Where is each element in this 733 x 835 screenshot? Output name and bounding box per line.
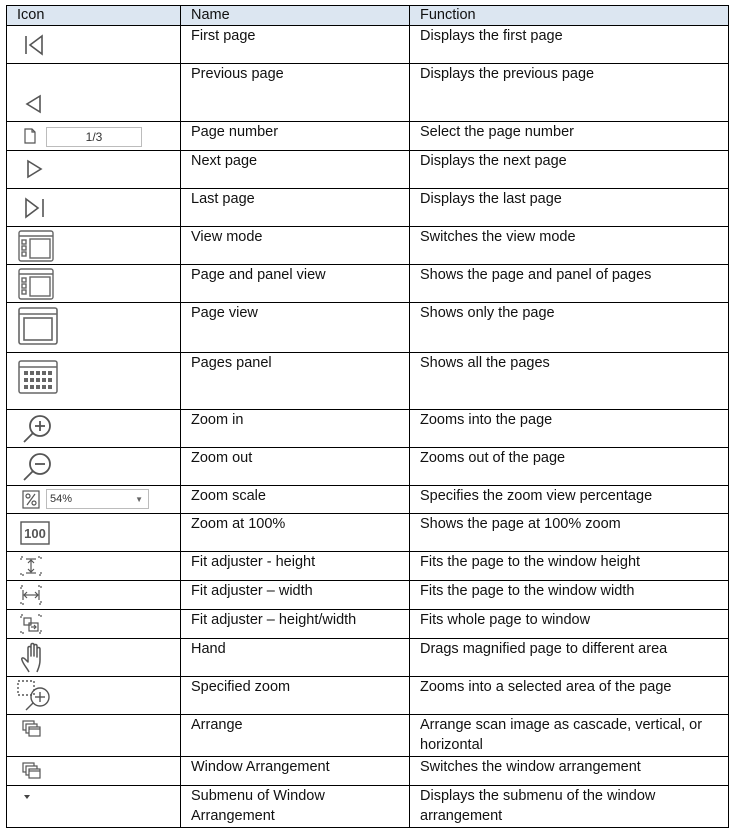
table-row: [7, 303, 729, 353]
table-row: [7, 715, 729, 757]
next-page-icon: [22, 157, 46, 181]
row-function: Zooms into the page: [410, 410, 729, 448]
row-function: Arrange scan image as cascade, vertical, or horizontal: [410, 715, 729, 757]
arrange-icon: [22, 720, 42, 738]
last-page-icon: [22, 196, 48, 220]
table-row: [7, 189, 729, 227]
first-page-icon: [22, 33, 46, 57]
row-function: Fits the page to the window height: [410, 552, 729, 581]
table-row: [7, 151, 729, 189]
fit-height-width-icon: [20, 614, 42, 634]
table-row: [7, 486, 729, 514]
row-name: Last page: [181, 189, 410, 227]
table-row: [7, 786, 729, 828]
table-row: [7, 581, 729, 610]
row-name: Previous page: [181, 64, 410, 122]
header-icon: Icon: [7, 6, 181, 26]
row-name: Page view: [181, 303, 410, 353]
fit-width-icon: [20, 585, 42, 605]
icon-reference-table: [6, 5, 729, 828]
table-row: [7, 26, 729, 64]
zoom-out-icon: [21, 451, 53, 483]
table-row: [7, 514, 729, 552]
hand-icon: [19, 642, 53, 674]
row-function: Shows only the page: [410, 303, 729, 353]
table-row: [7, 265, 729, 303]
row-name: Specified zoom: [181, 677, 410, 715]
table-row: [7, 122, 729, 151]
row-name: Zoom scale: [181, 486, 410, 514]
row-name: Next page: [181, 151, 410, 189]
row-function: Displays the first page: [410, 26, 729, 64]
table-row: [7, 448, 729, 486]
row-name: Page number: [181, 122, 410, 151]
row-name: Pages panel: [181, 353, 410, 410]
chevron-down-icon[interactable]: ▼: [135, 495, 143, 504]
row-function: Displays the submenu of the window arrangement: [410, 786, 729, 828]
header-function: Function: [410, 6, 729, 26]
table-row: [7, 639, 729, 677]
row-function: Displays the next page: [410, 151, 729, 189]
row-function: Shows the page and panel of pages: [410, 265, 729, 303]
submenu-arrow-icon: [22, 794, 32, 800]
row-function: Displays the previous page: [410, 64, 729, 122]
table-row: [7, 410, 729, 448]
row-function: Fits the page to the window width: [410, 581, 729, 610]
table-row: [7, 64, 729, 122]
fit-height-icon: [20, 556, 42, 576]
row-function: Switches the window arrangement: [410, 757, 729, 786]
row-name: Arrange: [181, 715, 410, 757]
table-row: [7, 610, 729, 639]
table-row: [7, 353, 729, 410]
table-row: [7, 757, 729, 786]
table-row: [7, 552, 729, 581]
row-function: Switches the view mode: [410, 227, 729, 265]
row-name: Zoom out: [181, 448, 410, 486]
table-row: [7, 677, 729, 715]
row-name: Fit adjuster – width: [181, 581, 410, 610]
row-name: Zoom in: [181, 410, 410, 448]
zoom-in-icon: [21, 413, 53, 445]
page-view-icon: [18, 307, 58, 345]
page-number-icon: [23, 128, 37, 144]
previous-page-icon: [22, 92, 46, 116]
table-row: [7, 227, 729, 265]
row-function: Select the page number: [410, 122, 729, 151]
page-number-field[interactable]: 1/3: [46, 127, 142, 147]
row-name: View mode: [181, 227, 410, 265]
row-function: Zooms out of the page: [410, 448, 729, 486]
pages-panel-icon: [18, 360, 58, 394]
row-function: Shows all the pages: [410, 353, 729, 410]
window-arrangement-icon: [22, 762, 42, 780]
zoom-100-icon: [20, 521, 50, 545]
row-name: Fit adjuster - height: [181, 552, 410, 581]
header-row: [7, 6, 729, 26]
row-name: Page and panel view: [181, 265, 410, 303]
row-name: Window Arrangement: [181, 757, 410, 786]
row-function: Fits whole page to window: [410, 610, 729, 639]
row-name: Hand: [181, 639, 410, 677]
header-name: Name: [181, 6, 410, 26]
row-function: Displays the last page: [410, 189, 729, 227]
specified-zoom-icon: [17, 680, 53, 712]
view-mode-icon: [18, 230, 54, 262]
row-function: Shows the page at 100% zoom: [410, 514, 729, 552]
row-name: First page: [181, 26, 410, 64]
row-function: Specifies the zoom view percentage: [410, 486, 729, 514]
row-name: Submenu of Window Arrangement: [181, 786, 410, 828]
zoom-scale-select[interactable]: [46, 489, 149, 509]
zoom-scale-value: 54%: [50, 493, 73, 505]
zoom-100-icon-label: 100: [24, 526, 46, 541]
row-name: Zoom at 100%: [181, 514, 410, 552]
row-function: Zooms into a selected area of the page: [410, 677, 729, 715]
page-and-panel-view-icon: [18, 268, 54, 300]
row-name: Fit adjuster – height/width: [181, 610, 410, 639]
zoom-scale-icon: [22, 490, 40, 509]
row-function: Drags magnified page to different area: [410, 639, 729, 677]
